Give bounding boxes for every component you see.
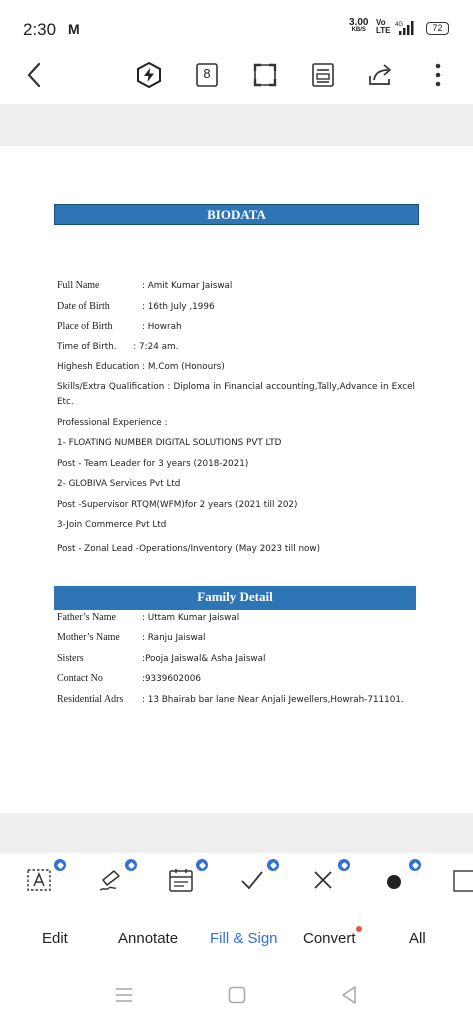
- network-speed: [349, 18, 368, 34]
- field-label: Sisters: [57, 653, 84, 664]
- dot-icon[interactable]: [381, 867, 411, 897]
- app-notification-icon: M: [68, 21, 80, 37]
- experience-line: 1- FLOATING NUMBER DIGITAL SOLUTIONS PVT LTD: [57, 438, 282, 448]
- rectangle-icon[interactable]: [451, 867, 473, 897]
- recent-apps-icon[interactable]: [114, 985, 134, 1009]
- skills: Skills/Extra Qualification : Diploma in Financial accounting,Tally,Advance in Excel Etc.: [57, 382, 415, 407]
- pro-badge-icon: [409, 859, 421, 871]
- field-value: : Ranju Jaiswal: [142, 633, 206, 643]
- field-value: : 16th July ,1996: [142, 302, 215, 312]
- family-row: [57, 653, 265, 664]
- battery-icon: [426, 22, 449, 35]
- top-toolbar: [0, 52, 473, 104]
- more-vertical-icon[interactable]: [422, 59, 454, 91]
- experience-line: Post - Team Leader for 3 years (2018-2021): [57, 459, 249, 469]
- field-label: Date of Birth: [57, 301, 110, 312]
- pro-badge-icon: [125, 859, 137, 871]
- signature-pen-icon[interactable]: [97, 867, 127, 897]
- tab-fill-sign[interactable]: Fill & Sign: [210, 930, 278, 947]
- field-value: : 13 Bhairab bar lane Near Anjali Jewellers,Howrah-711101.: [142, 695, 404, 705]
- field-label: Full Name: [57, 280, 100, 291]
- back-triangle-icon[interactable]: [339, 985, 359, 1009]
- page-count: 8: [203, 66, 211, 81]
- family-detail-title: Family Detail: [54, 586, 416, 610]
- battery-level: 72: [432, 23, 443, 33]
- field-value: : Uttam Kumar Jaiswal: [142, 613, 240, 623]
- field-label: Place of Birth: [57, 321, 113, 332]
- pro-badge-icon: [338, 859, 350, 871]
- page-gap-bottom: [0, 813, 473, 853]
- volte-bottom: LTE: [376, 26, 391, 35]
- education: Highesh Education : M.Com (Honours): [57, 362, 225, 372]
- tab-annotate[interactable]: Annotate: [118, 930, 179, 947]
- field-label: Father’s Name: [57, 612, 116, 623]
- signal-icon: [395, 20, 421, 40]
- family-row: [57, 612, 239, 623]
- tab-convert-label: Convert: [303, 930, 356, 947]
- network-speed-value: 3.00: [349, 17, 369, 28]
- biodata-title: BIODATA: [54, 204, 419, 225]
- bottom-tabs: [0, 911, 473, 969]
- experience-line: 3-Join Commerce Pvt Ltd: [57, 520, 167, 530]
- date-of-birth-row: [57, 301, 215, 312]
- status-bar: [0, 0, 473, 52]
- field-label: Mother’s Name: [57, 632, 120, 643]
- field-value: : Howrah: [142, 322, 182, 332]
- check-mark-icon[interactable]: [239, 867, 269, 897]
- field-value: : Amit Kumar Jaiswal: [142, 281, 233, 291]
- field-value: :Pooja Jaiswal& Asha Jaiswal: [142, 654, 266, 664]
- page-gap-top: [0, 104, 473, 146]
- pro-badge-icon: [267, 859, 279, 871]
- chevron-left-icon[interactable]: [18, 59, 50, 91]
- field-value: :9339602006: [142, 674, 201, 684]
- tab-convert[interactable]: [303, 930, 356, 947]
- field-label: Contact No: [57, 673, 103, 684]
- fullscreen-icon[interactable]: [249, 59, 281, 91]
- status-time: 2:30: [23, 20, 57, 39]
- cross-mark-icon[interactable]: [310, 867, 340, 897]
- field-label: Residential Adrs: [57, 694, 124, 705]
- share-icon[interactable]: [365, 59, 397, 91]
- experience-line: Post -Supervisor RTQM(WFM)for 2 years (2021 till 202): [57, 500, 298, 510]
- experience-heading: Professional Experience :: [57, 418, 168, 428]
- family-row: [57, 673, 201, 684]
- pro-badge-icon: [196, 859, 208, 871]
- network-speed-unit: KB/S: [351, 27, 366, 33]
- text-box-icon[interactable]: [26, 867, 56, 897]
- hexagon-bolt-icon[interactable]: [133, 59, 165, 91]
- system-nav-bar: [0, 969, 473, 1024]
- experience-line: Post - Zonal Lead -Operations/Inventory (May 2023 till now): [57, 544, 321, 554]
- tab-all[interactable]: All: [409, 930, 426, 947]
- document-page[interactable]: [0, 146, 473, 813]
- tab-edit[interactable]: Edit: [42, 930, 68, 947]
- place-of-birth-row: [57, 321, 182, 332]
- notification-dot-icon: [356, 926, 362, 932]
- family-row: [57, 632, 206, 643]
- pro-badge-icon: [54, 859, 66, 871]
- full-name-row: [57, 280, 232, 291]
- volte-indicator: [376, 19, 391, 35]
- volte-top: Vo: [376, 18, 386, 27]
- time-of-birth: Time of Birth. : 7:24 am.: [57, 342, 179, 352]
- network-type: 4G: [395, 22, 404, 28]
- family-row: [57, 694, 404, 705]
- page-count-button[interactable]: [191, 59, 223, 91]
- experience-line: 2- GLOBIVA Services Pvt Ltd: [57, 479, 181, 489]
- fill-sign-toolbar: [0, 853, 473, 911]
- home-icon[interactable]: [227, 985, 247, 1009]
- date-calendar-icon[interactable]: [168, 867, 198, 897]
- reader-mode-icon[interactable]: [307, 59, 339, 91]
